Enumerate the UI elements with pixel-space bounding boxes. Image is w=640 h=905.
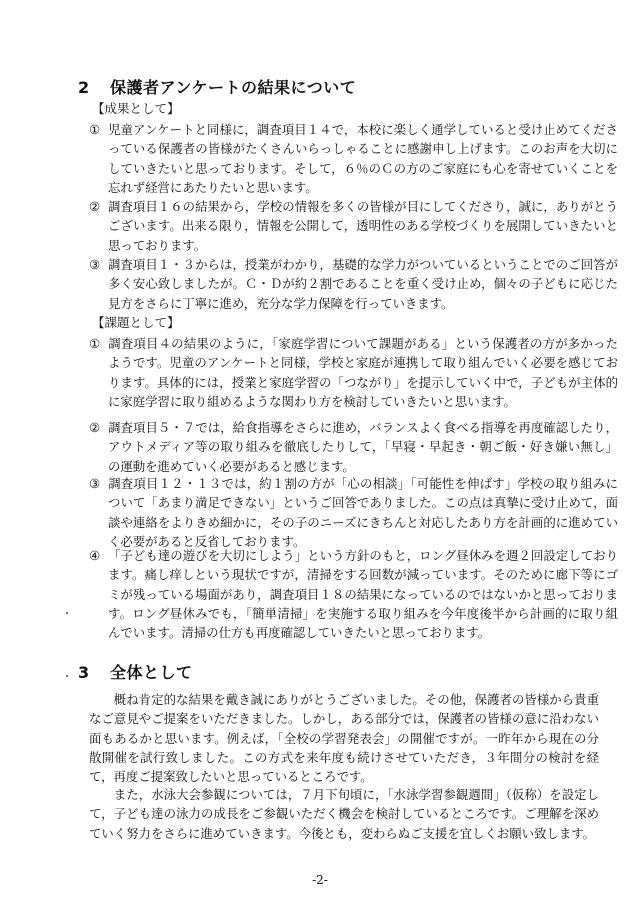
issue-item-4 [89, 546, 618, 642]
summary-paragraph-1: 概ね肯定的な結果を戴き誠にありがとうございました。その他，保護者の皆様から貴重なご意見やご提案をいただきました。しかし，ある部分では，保護者の皆様の意に沿わない面もあるかと思います。例えば，「全校の学習発表会」の開催ですが。一昨年から現在の分散開催を試行致しました。この方式を来年度も続けさせていただき，３年間分の検討を経て，再度ご提案致したいと思っているところです。 [89, 692, 599, 785]
result-item-2 [89, 197, 618, 255]
item-text: 調査項目１２・１３では，約１割の方が「心の相談」「可能性を伸ばす」学校の取り組みについて「あまり満足できない」というご回答でありました。この点は真摯に受け止めて，面談や連絡をよりきめ細かに，その子のニーズにきちんと対応したあり方を計画的に進めていく必要があると反省しております。 [108, 476, 618, 549]
item-text: 調査項目１６の結果から，学校の情報を多くの皆様が目にしてくださり，誠に，ありがとうございます。出来る限り，情報を公開して，透明性のある学校づくりを展開していきたいと思っております。 [108, 199, 618, 253]
item-marker: ① [89, 336, 101, 351]
scan-speck [66, 612, 68, 614]
item-text: 調査項目４の結果のように，「家庭学習について課題がある」という保護者の方が多かったようです。児童のアンケートと同様，学校と家庭が連携して取り組んでいく必要を感じております。具体的には，授業と家庭学習の「つながり」を提示していく中で，子どもが主体的に家庭学習に取り組めるような関わり方を検討していきたいと思います。 [108, 336, 618, 409]
issue-item-1 [89, 334, 618, 411]
issues-label: 【課題として】 [92, 315, 180, 330]
item-marker: ③ [89, 476, 101, 491]
section-3-title: 全体として [110, 663, 193, 682]
summary-paragraph-2: また，水泳大会参観については，７月下旬頃に，「水泳学習参観週間」（仮称）を設定して，子ども達の泳力の成長をご参観いただく機会を検討しているところです。ご理解を深めていく努力をさらに進めていきます。今後とも，変わらぬご支援を宜しくお願い致します。 [89, 787, 599, 841]
item-marker: ④ [89, 548, 101, 563]
item-text: 調査項目１・３からは，授業がわかり，基礎的な学力がついているということでのご回答が多く安心致しましたが。Ｃ・Ｄが約２割であることを重く受け止め，個々の子どもに応じた見方をさらに丁寧に進め，充分な学力保障を行っていきます。 [108, 257, 618, 311]
item-text: 児童アンケートと同様に，調査項目１４で，本校に楽しく通学していると受け止めてくださっている保護者の皆様がたくさんいらっしゃることに感謝申し上げます。このお声を大切にしていきたいと思っております。そして，６％のＣの方のご家庭にも心を寄せていくことを忘れず経営にあたりたいと思います。 [108, 122, 618, 195]
section-3-heading [78, 660, 193, 683]
section-2-heading [78, 75, 356, 98]
result-item-1 [89, 120, 618, 197]
results-label: 【成果として】 [92, 101, 180, 116]
item-marker: ① [89, 122, 101, 137]
item-text: 調査項目５・７では，給食指導をさらに進め，バランスよく食べる指導を再度確認したり，アウトメディア等の取り組みを徹底したりして，「早寝・早起き・朝ご飯・好き嫌い無し」の運動を進めていく必要があると感じます。 [108, 420, 618, 474]
page-number: -2- [312, 873, 328, 887]
issue-item-3 [89, 474, 618, 551]
issue-item-2 [89, 418, 618, 476]
item-marker: ③ [89, 257, 101, 272]
section-3-number: 3 [78, 663, 90, 682]
scan-speck [66, 675, 68, 677]
item-marker: ② [89, 420, 101, 435]
section-2-title: 保護者アンケートの結果について [110, 78, 357, 97]
section-2-number: 2 [78, 78, 90, 97]
item-marker: ② [89, 199, 101, 214]
result-item-3 [89, 255, 618, 313]
item-text: 「子ども達の遊びを大切にしよう」という方針のもと，ロング昼休みを週２回設定しております。痛し痒しという現状ですが，清掃をする回数が減っています。そのために廊下等にゴミが残っている場面があり，調査項目１８の結果になっているのではないかと思っております。ロング昼休みでも，「簡単清掃」を実施する取り組みを今年度後半から計画的に取り組んでいます。清掃の仕方も再度確認していきたいと思っております。 [108, 548, 618, 641]
